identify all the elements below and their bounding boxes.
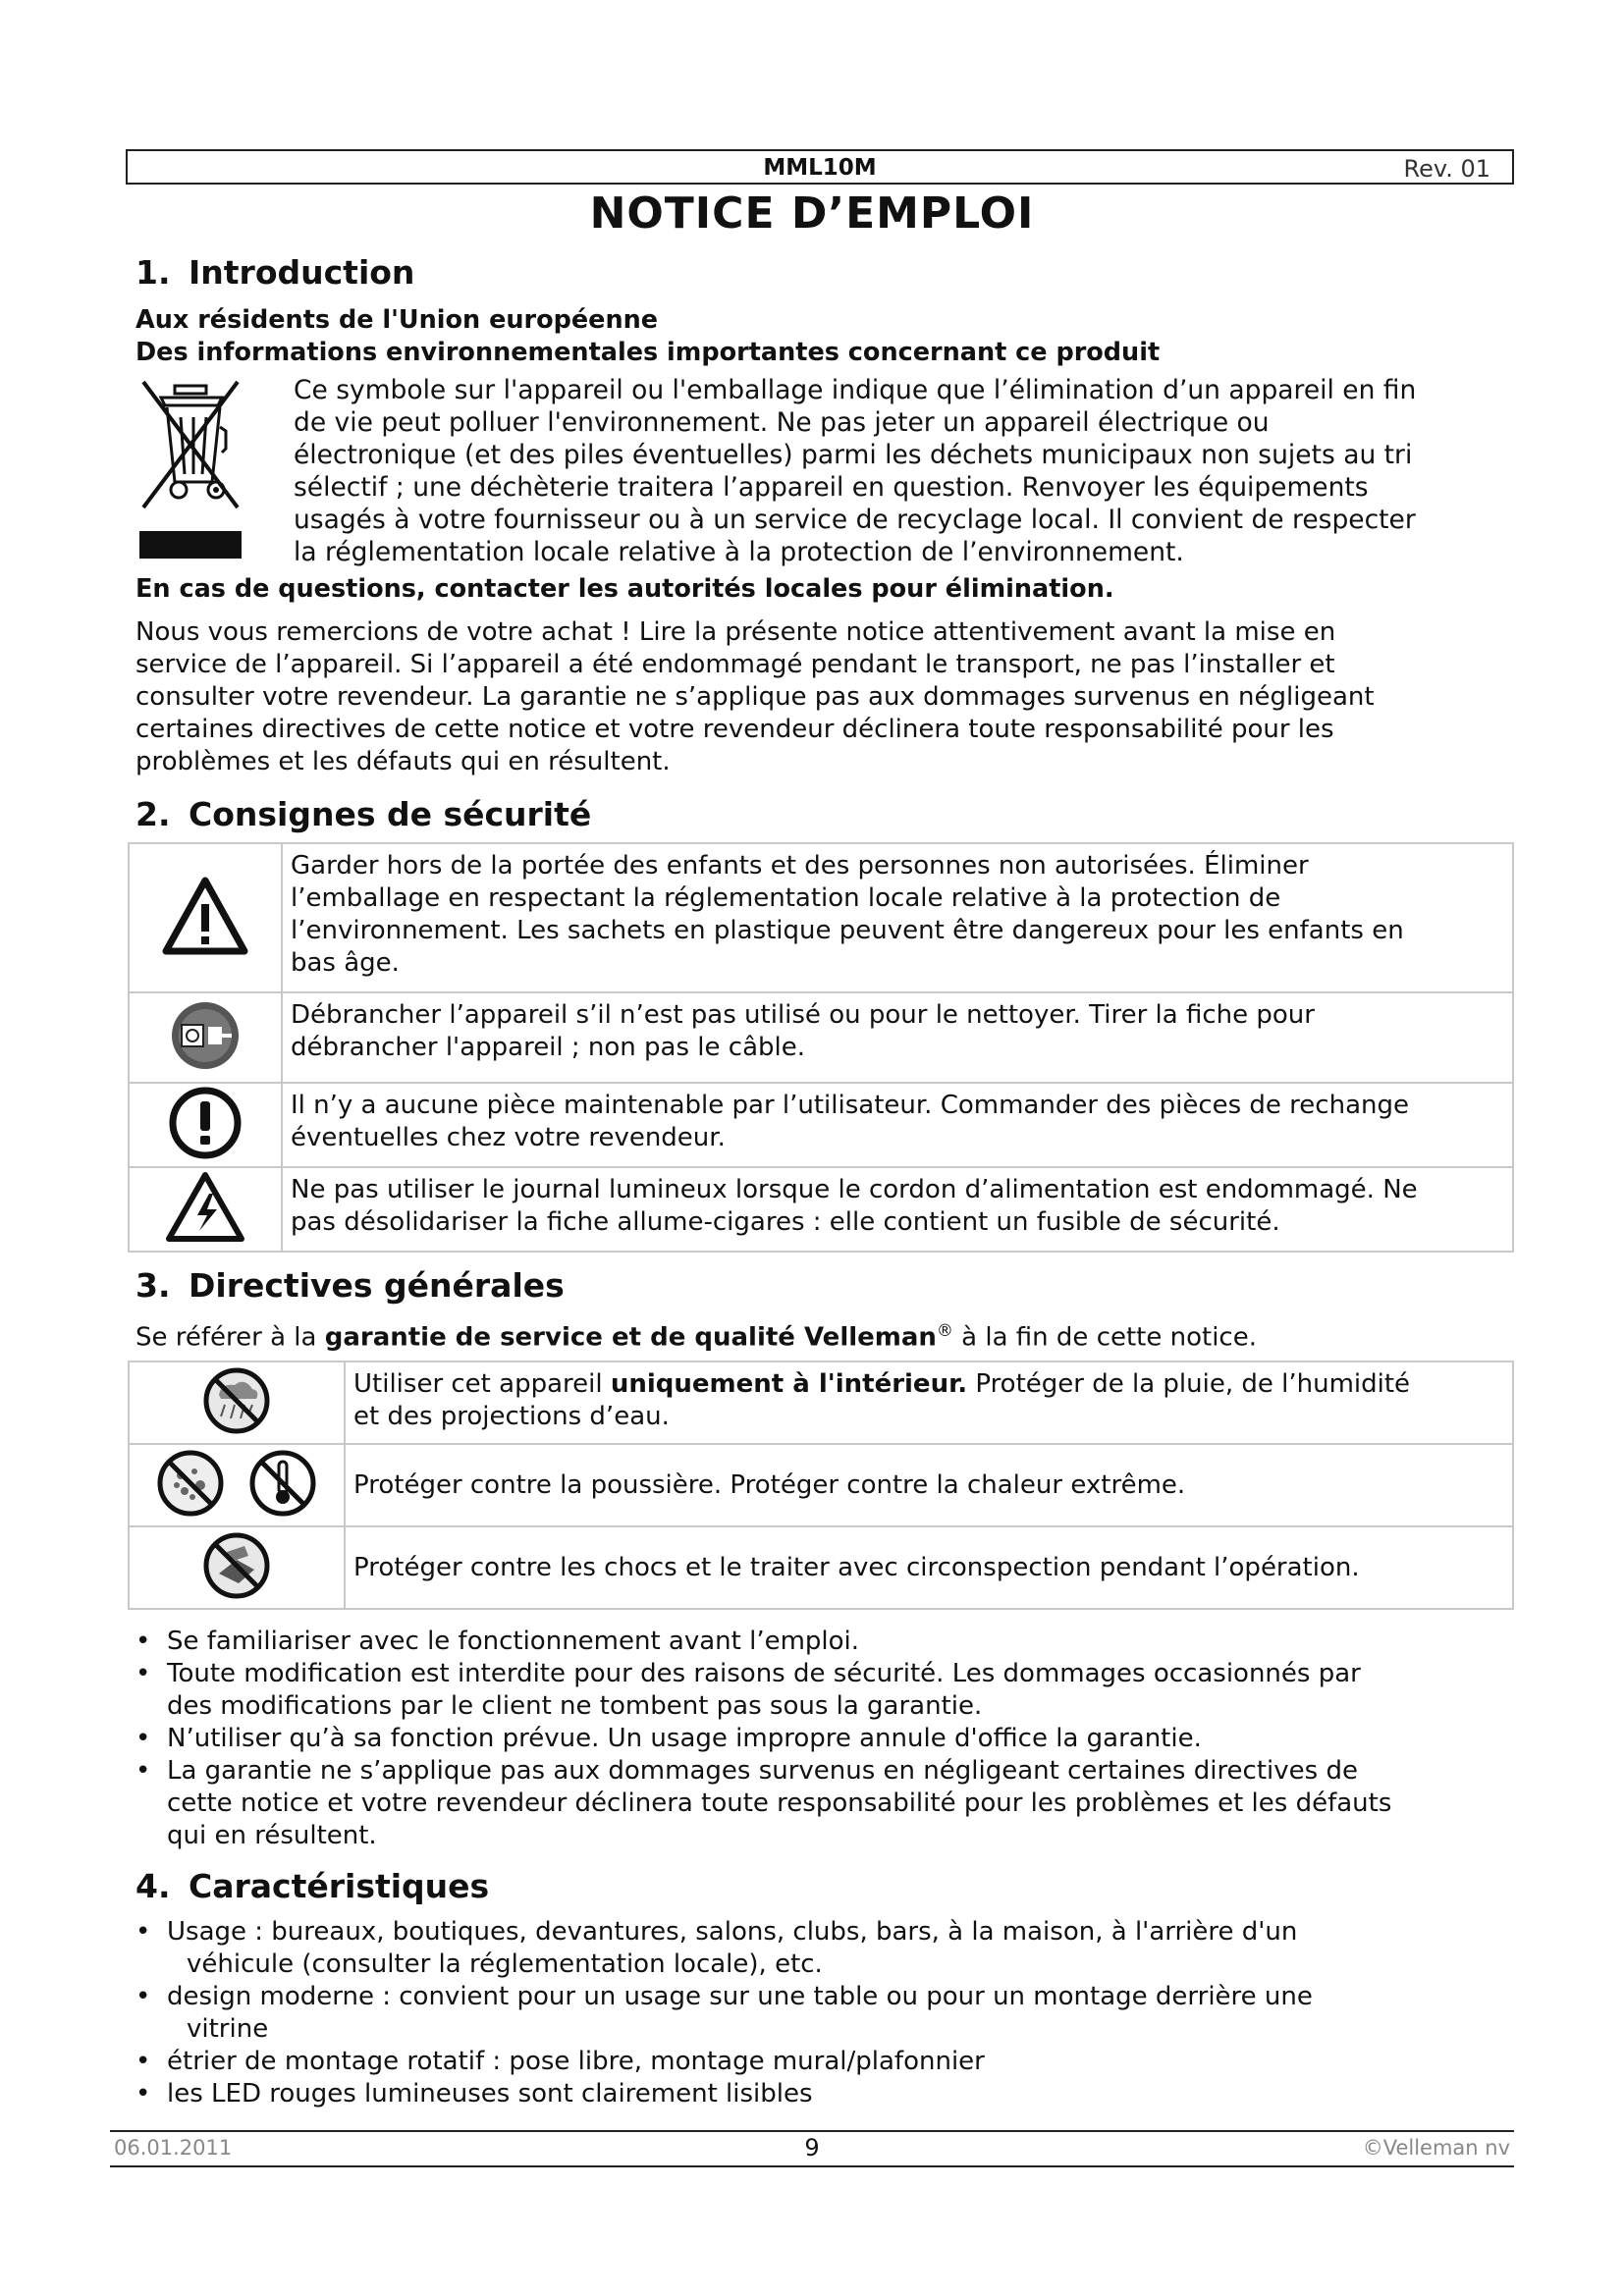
section-4-title: Caractéristiques xyxy=(189,1867,490,1905)
safety-line: Ne pas utiliser le journal lumineux lorsque le cordon d’alimentation est endommagé. Ne xyxy=(291,1175,1418,1204)
list-item: • étrier de montage rotatif : pose libre, montage mural/plafonnier xyxy=(135,2046,1510,2078)
safety-line: bas âge. xyxy=(291,948,400,978)
list-item: • La garantie ne s’applique pas aux dommages survenus en négligeant certaines directives de cette notice et votre revendeur déclinera toute responsabilité pour les problèmes et les défauts qui en résultent. xyxy=(135,1755,1510,1852)
weee-line: la réglementation locale relative à la protection de l’environnement. xyxy=(294,537,1184,567)
model-code: MML10M xyxy=(763,155,877,181)
weee-line: sélectif ; une déchèterie traitera l’appareil en question. Renvoyer les équipements xyxy=(294,472,1369,503)
weee-paragraph xyxy=(294,374,1501,568)
environment-heading: Des informations environnementales importantes concernant ce produit xyxy=(135,338,1161,367)
list-item: • les LED rouges lumineuses sont clairement lisibles xyxy=(135,2078,1510,2110)
eu-residents-heading: Aux résidents de l'Union européenne xyxy=(135,305,659,335)
safety-row xyxy=(129,1083,1513,1167)
electric-hazard-icon xyxy=(164,1170,246,1245)
section-3-number: 3. xyxy=(135,1266,171,1305)
guideline-line: Utiliser cet appareil uniquement à l'intérieur. Protéger de la pluie, de l’humidité xyxy=(353,1369,1411,1399)
thanks-line: problèmes et les défauts qui en résultent. xyxy=(135,747,671,776)
guideline-row xyxy=(129,1362,1513,1444)
exclamation-circle-icon xyxy=(168,1086,243,1160)
section-1-heading xyxy=(135,253,414,292)
safety-row xyxy=(129,1167,1513,1252)
no-heat-thermometer-icon xyxy=(247,1448,318,1519)
weee-line: usagés à votre fournisseur ou à un service de recyclage local. Il convient de respecter xyxy=(294,505,1416,535)
safety-line: Garder hors de la portée des enfants et des personnes non autorisées. Éliminer xyxy=(291,851,1309,881)
section-3-title: Directives générales xyxy=(189,1266,565,1305)
safety-line: Il n’y a aucune pièce maintenable par l’utilisateur. Commander des pièces de rechange xyxy=(291,1091,1409,1120)
safety-line: débrancher l'appareil ; non pas le câble. xyxy=(291,1033,805,1062)
list-item: • Toute modification est interdite pour des raisons de sécurité. Les dommages occasionnés par des modifications par le client ne tombent pas sous la garantie. xyxy=(135,1658,1510,1723)
weee-line: de vie peut polluer l'environnement. Ne pas jeter un appareil électrique ou xyxy=(294,407,1270,438)
section-2-heading xyxy=(135,795,591,833)
weee-line: Ce symbole sur l'appareil ou l'emballage indique que l’élimination d’un appareil en fin xyxy=(294,375,1417,405)
no-dust-icon xyxy=(155,1448,226,1519)
footer-copyright: ©Velleman nv xyxy=(1362,2136,1510,2160)
registered-mark: ® xyxy=(936,1321,953,1341)
safety-row xyxy=(129,843,1513,992)
safety-row xyxy=(129,992,1513,1083)
safety-line: l’emballage en respectant la réglementation locale relative à la protection de xyxy=(291,883,1281,913)
safety-table xyxy=(128,842,1514,1253)
thanks-paragraph xyxy=(135,616,1530,778)
section-2-title: Consignes de sécurité xyxy=(189,795,592,833)
revision-label: Rev. 01 xyxy=(1403,155,1490,183)
thanks-line: consulter votre revendeur. La garantie ne s’applique pas aux dommages survenus en négligeant xyxy=(135,682,1375,712)
indoor-only-emphasis: uniquement à l'intérieur. xyxy=(610,1369,968,1399)
no-rain-icon xyxy=(201,1365,272,1436)
section-1-number: 1. xyxy=(135,253,171,292)
guideline-row xyxy=(129,1444,1513,1526)
safety-line: l’environnement. Les sachets en plastique peuvent être dangereux pour les enfants en xyxy=(291,916,1404,945)
guideline-line: et des projections d’eau. xyxy=(353,1402,670,1431)
section-1-title: Introduction xyxy=(189,253,415,292)
general-guidelines-table xyxy=(128,1361,1514,1610)
footer-bar xyxy=(110,2130,1514,2167)
features-bullets xyxy=(135,1916,1510,2110)
no-shock-icon xyxy=(201,1530,272,1601)
list-item: • N’utiliser qu’à sa fonction prévue. Un usage impropre annule d'office la garantie. xyxy=(135,1723,1510,1755)
warranty-reference: Se référer à la garantie de service et de qualité Velleman® à la fin de cette notice. xyxy=(135,1321,1257,1353)
list-item: • Usage : bureaux, boutiques, devantures, salons, clubs, bars, à la maison, à l'arrière d'un véhicule (consulter la réglementation locale), etc. xyxy=(135,1916,1510,1981)
safety-line: éventuelles chez votre revendeur. xyxy=(291,1123,726,1152)
list-item: • Se familiariser avec le fonctionnement avant l’emploi. xyxy=(135,1626,1510,1658)
footer-date: 06.01.2011 xyxy=(114,2136,233,2160)
weee-line: électronique (et des piles éventuelles) parmi les déchets municipaux non sujets au tri xyxy=(294,440,1413,470)
thanks-line: service de l’appareil. Si l’appareil a été endommagé pendant le transport, ne pas l’installer et xyxy=(135,650,1335,679)
list-item: • design moderne : convient pour un usage sur une table ou pour un montage derrière une vitrine xyxy=(135,1981,1510,2046)
unplug-icon xyxy=(169,999,242,1072)
section-4-number: 4. xyxy=(135,1867,171,1905)
section-2-number: 2. xyxy=(135,795,171,833)
thanks-line: Nous vous remercions de votre achat ! Lire la présente notice attentivement avant la mise en xyxy=(135,617,1336,647)
guideline-row xyxy=(129,1526,1513,1609)
safety-line: pas désolidariser la fiche allume-cigares : elle contient un fusible de sécurité. xyxy=(291,1207,1280,1237)
thanks-line: certaines directives de cette notice et votre revendeur déclinera toute responsabilité pour les xyxy=(135,715,1334,744)
warning-triangle-icon xyxy=(160,875,250,957)
section-4-heading xyxy=(135,1867,489,1905)
page-number: 9 xyxy=(804,2134,820,2162)
general-bullets xyxy=(135,1626,1510,1852)
safety-line: Débrancher l’appareil s’il n’est pas utilisé ou pour le nettoyer. Tirer la fiche pour xyxy=(291,1000,1315,1030)
header-bar xyxy=(126,149,1514,185)
weee-crossed-bin-icon xyxy=(135,378,245,562)
guideline-line: Protéger contre les chocs et le traiter avec circonspection pendant l’opération. xyxy=(345,1526,1513,1609)
section-3-heading xyxy=(135,1266,565,1305)
questions-note: En cas de questions, contacter les autorités locales pour élimination. xyxy=(135,574,1114,604)
document-title: NOTICE D’EMPLOI xyxy=(589,188,1035,239)
warranty-name: garantie de service et de qualité Velleman xyxy=(324,1322,937,1353)
guideline-line: Protéger contre la poussière. Protéger contre la chaleur extrême. xyxy=(345,1444,1513,1526)
